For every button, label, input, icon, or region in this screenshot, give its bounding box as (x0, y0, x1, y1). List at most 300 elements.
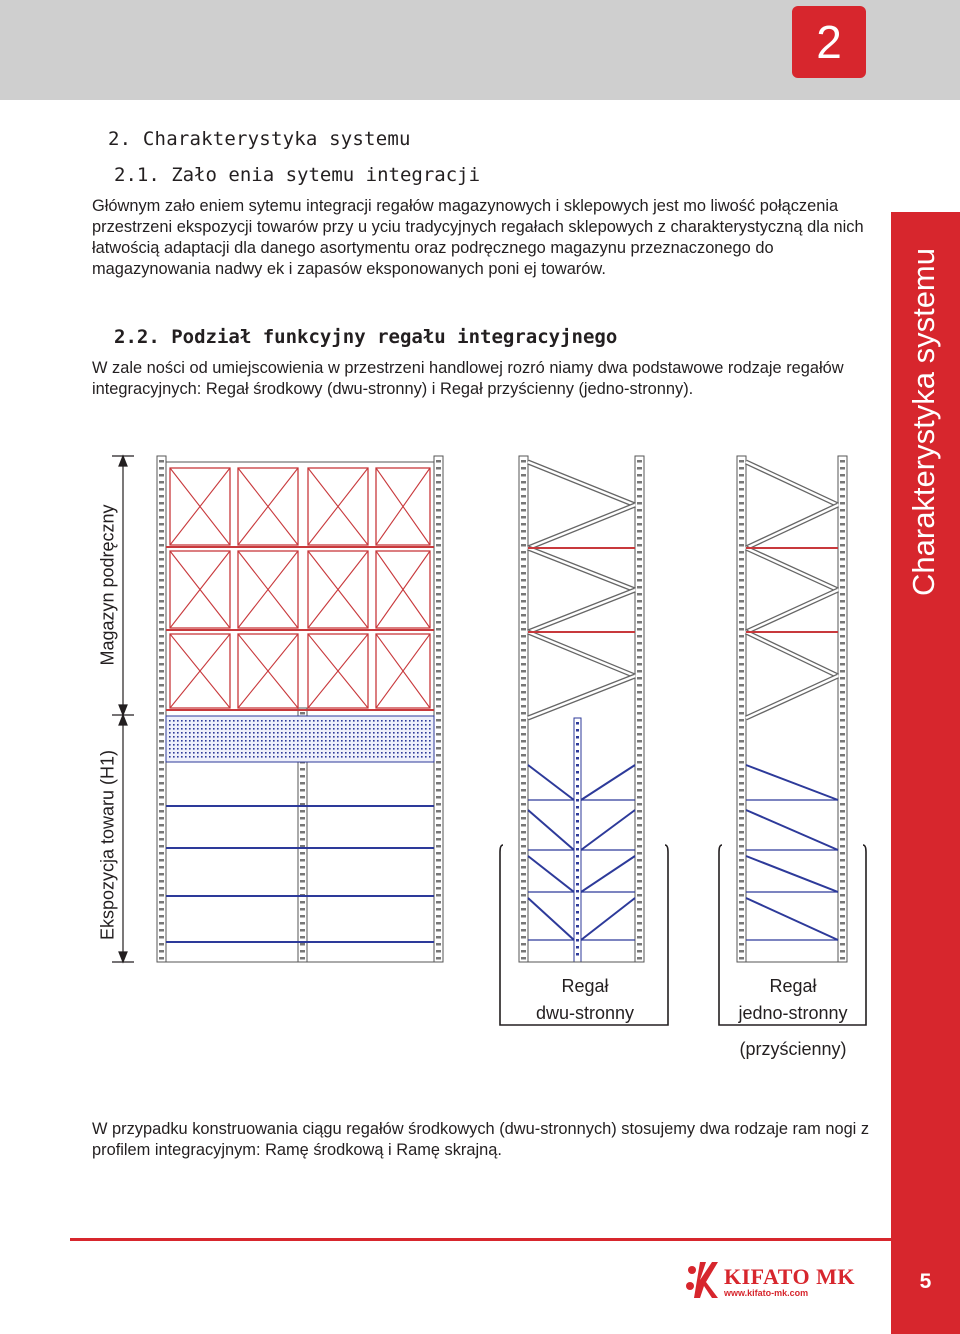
upright-hole (159, 600, 164, 603)
panel-hole (229, 744, 231, 746)
upright-hole (436, 600, 441, 603)
panel-hole (241, 724, 243, 726)
panel-hole (277, 728, 279, 730)
upright-hole (521, 600, 526, 603)
panel-hole (221, 720, 223, 722)
upright-hole (436, 586, 441, 589)
panel-hole (293, 748, 295, 750)
upright-hole (739, 768, 744, 771)
upright-hole (521, 628, 526, 631)
upright-hole (840, 698, 845, 701)
upright-hole (436, 502, 441, 505)
caption-double-line1: Regał (561, 976, 609, 996)
upright-hole (300, 866, 305, 869)
upright-hole (159, 873, 164, 876)
upright-hole (436, 635, 441, 638)
upright-hole (521, 712, 526, 715)
panel-hole (357, 724, 359, 726)
upright-hole (840, 544, 845, 547)
panel-hole (369, 752, 371, 754)
panel-hole (233, 740, 235, 742)
panel-hole (197, 740, 199, 742)
panel-hole (341, 720, 343, 722)
upright-hole (637, 586, 642, 589)
upright-hole (637, 670, 642, 673)
upright-hole (159, 467, 164, 470)
panel-hole (229, 752, 231, 754)
panel-hole (281, 740, 283, 742)
upright-hole (159, 880, 164, 883)
panel-hole (405, 728, 407, 730)
panel-hole (357, 732, 359, 734)
upright-hole (840, 481, 845, 484)
upright-hole (159, 698, 164, 701)
panel-hole (377, 744, 379, 746)
panel-hole (249, 748, 251, 750)
panel-hole (173, 744, 175, 746)
panel-hole (365, 728, 367, 730)
panel-hole (269, 720, 271, 722)
upright-hole (637, 929, 642, 932)
panel-hole (253, 744, 255, 746)
panel-hole (353, 728, 355, 730)
panel-hole (293, 732, 295, 734)
panel-hole (297, 728, 299, 730)
panel-hole (425, 740, 427, 742)
frame-brace-inner (528, 548, 635, 590)
upright-hole (521, 810, 526, 813)
panel-hole (197, 732, 199, 734)
upright-hole (637, 719, 642, 722)
upright-hole (637, 810, 642, 813)
center-post-hole (576, 757, 579, 760)
upright-hole (637, 894, 642, 897)
panel-hole (189, 724, 191, 726)
panel-hole (213, 720, 215, 722)
upright-hole (436, 607, 441, 610)
panel-hole (405, 756, 407, 758)
upright-hole (159, 593, 164, 596)
upright-hole (159, 761, 164, 764)
panel-hole (377, 736, 379, 738)
panel-hole (385, 724, 387, 726)
panel-hole (345, 728, 347, 730)
panel-hole (277, 740, 279, 742)
panel-hole (257, 752, 259, 754)
panel-hole (361, 756, 363, 758)
panel-hole (309, 724, 311, 726)
panel-hole (421, 740, 423, 742)
panel-hole (281, 748, 283, 750)
panel-hole (333, 756, 335, 758)
upright-hole (521, 502, 526, 505)
upright-hole (637, 656, 642, 659)
center-post-hole (576, 862, 579, 865)
panel-hole (285, 740, 287, 742)
upright-hole (159, 950, 164, 953)
front-view-rack (157, 456, 443, 962)
upright-hole (840, 474, 845, 477)
upright-hole (739, 579, 744, 582)
upright-hole (300, 831, 305, 834)
panel-hole (333, 736, 335, 738)
upright-hole (637, 621, 642, 624)
double-sided-rack-side-view (519, 456, 644, 962)
upright-hole (159, 586, 164, 589)
panel-hole (241, 720, 243, 722)
panel-hole (369, 748, 371, 750)
upright-hole (840, 880, 845, 883)
upright-hole (637, 649, 642, 652)
panel-hole (185, 720, 187, 722)
panel-hole (209, 752, 211, 754)
panel-hole (293, 752, 295, 754)
upright-hole (159, 530, 164, 533)
panel-hole (421, 748, 423, 750)
panel-hole (229, 732, 231, 734)
upright-hole (159, 488, 164, 491)
panel-hole (197, 728, 199, 730)
upright-hole (637, 572, 642, 575)
panel-hole (273, 728, 275, 730)
panel-hole (201, 752, 203, 754)
panel-hole (401, 748, 403, 750)
panel-hole (365, 732, 367, 734)
upright-hole (159, 558, 164, 561)
page-number: 5 (919, 1270, 932, 1293)
upright-hole (739, 474, 744, 477)
upright-hole (436, 677, 441, 680)
panel-hole (313, 752, 315, 754)
panel-hole (333, 732, 335, 734)
panel-hole (225, 732, 227, 734)
center-post-hole (576, 897, 579, 900)
panel-hole (317, 724, 319, 726)
panel-hole (377, 724, 379, 726)
panel-hole (361, 724, 363, 726)
upright-hole (840, 537, 845, 540)
panel-hole (421, 744, 423, 746)
panel-hole (261, 756, 263, 758)
upright-hole (436, 943, 441, 946)
upright-hole (436, 901, 441, 904)
panel-hole (373, 728, 375, 730)
panel-hole (397, 736, 399, 738)
panel-hole (369, 724, 371, 726)
panel-hole (213, 752, 215, 754)
panel-hole (417, 740, 419, 742)
panel-hole (257, 740, 259, 742)
upright-hole (436, 866, 441, 869)
panel-hole (349, 744, 351, 746)
panel-hole (385, 732, 387, 734)
upright-hole (840, 824, 845, 827)
upright-hole (637, 950, 642, 953)
panel-hole (173, 728, 175, 730)
panel-hole (281, 756, 283, 758)
panel-hole (201, 736, 203, 738)
panel-hole (257, 720, 259, 722)
panel-hole (269, 732, 271, 734)
upright-hole (159, 635, 164, 638)
panel-hole (345, 740, 347, 742)
panel-hole (365, 724, 367, 726)
upright-hole (436, 628, 441, 631)
upright-hole (159, 551, 164, 554)
upright-hole (840, 894, 845, 897)
upright-hole (840, 467, 845, 470)
panel-hole (249, 740, 251, 742)
upright-hole (436, 642, 441, 645)
upright-hole (637, 516, 642, 519)
panel-hole (225, 740, 227, 742)
panel-hole (409, 740, 411, 742)
subsection-2-text: W zale ności od umiejscowienia w przestrzeni handlowej rozró niamy dwa podstawowe rodzaje regałów integracyjnych: Regał środkowy (dwu-stronny) i Regał przyścienny (jedno-stronny). (92, 359, 844, 398)
panel-hole (309, 720, 311, 722)
panel-hole (233, 756, 235, 758)
upright-hole (159, 474, 164, 477)
panel-hole (285, 748, 287, 750)
panel-hole (213, 748, 215, 750)
panel-hole (193, 740, 195, 742)
upright-hole (840, 943, 845, 946)
upright-hole (840, 614, 845, 617)
panel-hole (241, 752, 243, 754)
panel-hole (241, 732, 243, 734)
upright-hole (436, 873, 441, 876)
panel-hole (309, 736, 311, 738)
panel-hole (305, 732, 307, 734)
upright-hole (739, 502, 744, 505)
panel-hole (189, 736, 191, 738)
upright-hole (436, 467, 441, 470)
upright-hole (739, 894, 744, 897)
upright-hole (637, 859, 642, 862)
upright-hole (159, 859, 164, 862)
upright-hole (637, 481, 642, 484)
panel-hole (181, 720, 183, 722)
upright-hole (840, 621, 845, 624)
panel-hole (213, 728, 215, 730)
panel-hole (253, 720, 255, 722)
upright-hole (840, 761, 845, 764)
center-post-hole (576, 722, 579, 725)
panel-hole (341, 748, 343, 750)
upright-hole (637, 880, 642, 883)
panel-hole (381, 748, 383, 750)
panel-hole (429, 752, 431, 754)
upright-hole (159, 957, 164, 960)
panel-hole (301, 728, 303, 730)
upright-hole (637, 474, 642, 477)
panel-hole (233, 752, 235, 754)
frame-brace-inner (528, 632, 635, 676)
center-post-hole (576, 939, 579, 942)
panel-hole (321, 752, 323, 754)
panel-hole (197, 752, 199, 754)
panel-hole (329, 732, 331, 734)
upright-hole (739, 586, 744, 589)
panel-hole (313, 724, 315, 726)
upright-hole (637, 684, 642, 687)
upright-hole (739, 908, 744, 911)
panel-hole (213, 736, 215, 738)
panel-hole (337, 740, 339, 742)
panel-hole (341, 732, 343, 734)
panel-hole (193, 752, 195, 754)
upright-hole (637, 824, 642, 827)
panel-hole (173, 732, 175, 734)
panel-hole (305, 720, 307, 722)
upright-hole (739, 656, 744, 659)
panel-hole (289, 756, 291, 758)
panel-hole (361, 740, 363, 742)
upright-hole (637, 698, 642, 701)
upright-hole (521, 474, 526, 477)
shelf-bracket (746, 898, 838, 940)
panel-hole (261, 728, 263, 730)
upright-hole (840, 747, 845, 750)
panel-hole (405, 752, 407, 754)
panel-hole (341, 728, 343, 730)
panel-hole (221, 740, 223, 742)
upright-hole (840, 754, 845, 757)
upright-hole (840, 775, 845, 778)
upright-hole (739, 957, 744, 960)
panel-hole (397, 740, 399, 742)
frame-brace-inner (746, 505, 838, 548)
panel-hole (237, 744, 239, 746)
panel-hole (289, 728, 291, 730)
panel-hole (209, 720, 211, 722)
upright-hole (739, 733, 744, 736)
panel-hole (229, 724, 231, 726)
panel-hole (245, 748, 247, 750)
panel-hole (181, 732, 183, 734)
panel-hole (181, 736, 183, 738)
panel-hole (293, 740, 295, 742)
panel-hole (413, 748, 415, 750)
upright-hole (436, 460, 441, 463)
upright-hole (739, 593, 744, 596)
panel-hole (197, 744, 199, 746)
panel-hole (289, 720, 291, 722)
upright-hole (840, 558, 845, 561)
center-post-hole (576, 946, 579, 949)
panel-hole (185, 752, 187, 754)
panel-hole (401, 752, 403, 754)
panel-hole (325, 748, 327, 750)
panel-hole (265, 744, 267, 746)
panel-hole (361, 736, 363, 738)
panel-hole (217, 720, 219, 722)
panel-hole (425, 728, 427, 730)
upright-hole (739, 600, 744, 603)
panel-hole (237, 740, 239, 742)
panel-hole (225, 744, 227, 746)
upright-hole (159, 649, 164, 652)
upright-hole (159, 929, 164, 932)
upright-hole (436, 614, 441, 617)
upright-hole (300, 915, 305, 918)
upright-hole (159, 887, 164, 890)
panel-hole (337, 756, 339, 758)
panel-hole (257, 736, 259, 738)
shelf-bracket (746, 810, 838, 850)
panel-hole (253, 740, 255, 742)
panel-hole (301, 720, 303, 722)
panel-hole (269, 744, 271, 746)
panel-hole (361, 732, 363, 734)
center-post-hole (576, 771, 579, 774)
upright-hole (521, 677, 526, 680)
upright-hole (300, 908, 305, 911)
caption-single-line2: jedno-stronny (738, 1003, 848, 1023)
panel-hole (225, 736, 227, 738)
panel-hole (373, 736, 375, 738)
upright-hole (739, 663, 744, 666)
panel-hole (357, 740, 359, 742)
upright-hole (159, 523, 164, 526)
panel-hole (421, 736, 423, 738)
upright-hole (436, 859, 441, 862)
panel-hole (325, 724, 327, 726)
panel-hole (393, 732, 395, 734)
upright-hole (637, 838, 642, 841)
panel-hole (393, 736, 395, 738)
upright-hole (521, 817, 526, 820)
panel-hole (297, 740, 299, 742)
panel-hole (401, 740, 403, 742)
upright-hole (521, 873, 526, 876)
panel-hole (429, 720, 431, 722)
panel-hole (277, 736, 279, 738)
upright-hole (159, 936, 164, 939)
upright-hole (159, 572, 164, 575)
upright-hole (521, 642, 526, 645)
upright-hole (159, 943, 164, 946)
upright-hole (159, 782, 164, 785)
upright-hole (637, 593, 642, 596)
panel-hole (385, 720, 387, 722)
panel-hole (377, 740, 379, 742)
upright-hole (521, 523, 526, 526)
panel-hole (249, 736, 251, 738)
panel-hole (357, 720, 359, 722)
panel-hole (341, 740, 343, 742)
panel-hole (373, 756, 375, 758)
panel-hole (297, 724, 299, 726)
center-post-hole (576, 806, 579, 809)
panel-hole (345, 724, 347, 726)
panel-hole (421, 752, 423, 754)
panel-hole (357, 748, 359, 750)
upright-hole (637, 495, 642, 498)
upright-hole (436, 474, 441, 477)
panel-hole (229, 748, 231, 750)
panel-hole (321, 720, 323, 722)
panel-hole (341, 744, 343, 746)
upright-hole (739, 845, 744, 848)
upright-hole (637, 817, 642, 820)
upright-hole (637, 943, 642, 946)
panel-hole (293, 728, 295, 730)
upright-hole (300, 859, 305, 862)
panel-hole (321, 748, 323, 750)
upright-hole (159, 922, 164, 925)
panel-hole (277, 720, 279, 722)
panel-hole (329, 728, 331, 730)
